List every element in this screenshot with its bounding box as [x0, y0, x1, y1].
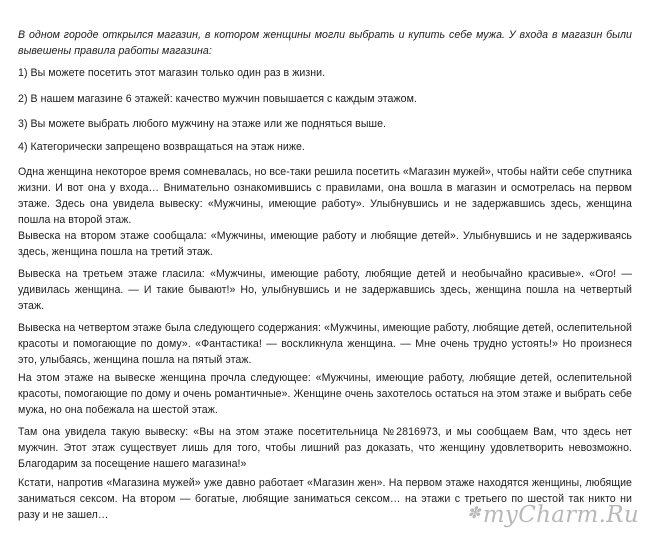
rule-3: 3) Вы можете выбрать любого мужчину на этаже или же подняться выше. [18, 118, 386, 130]
watermark-text: myCharm.Ru [482, 502, 639, 528]
intro-paragraph: В одном городе открылся магазин, в котором женщины могли выбрать и купить себе мужа. У входа в магазин были вывешены правила работы магазина: [18, 29, 632, 57]
story-paragraph-6: Там она увидела такую вывеску: «Вы на этом этаже посетительница №2816973, и мы сообщаем Вам, что здесь нет мужчин. Этот этаж существует лишь для того, чтобы лишний раз доказать, что женщину удовлетворить невозможно. Благодарим за посещение нашего магазина!» [18, 426, 632, 470]
rule-4: 4) Категорически запрещено возвращаться на этаж ниже. [18, 141, 305, 153]
story-paragraph-5: На этом этаже на вывеске женщина прочла следующее: «Мужчины, имеющие работу, любящие детей, ослепительной красоты, помогающие по дому и очень романтичные». Женщине очень захотелось остаться на этом этаже и выбрать себе мужа, но она побежала на шестой этаж. [18, 372, 632, 416]
rule-2: 2) В нашем магазине 6 этажей: качество мужчин повышается с каждым этажом. [18, 93, 417, 105]
watermark-flower-icon: ✽ [467, 503, 481, 522]
story-paragraph-1: Одна женщина некоторое время сомневалась, но все-таки решила посетить «Магазин мужей», чтобы найти себе спутника жизни. И вот она у входа… Внимательно ознакомившись с правилами, она вошла в магазин и осмотрелась на первом этаже. Здесь она увидела вывеску: «Мужчины, имеющие работу». Улыбнувшись и не задержавшись здесь, женщина пошла на второй этаж. [18, 166, 632, 226]
story-paragraph-2: Вывеска на втором этаже сообщала: «Мужчины, имеющие работу и любящие детей». Улыбнувшись и не задерживаясь здесь, женщина пошла на третий этаж. [18, 230, 632, 258]
rule-1: 1) Вы можете посетить этот магазин только один раз в жизни. [18, 67, 326, 79]
story-paragraph-7: Кстати, напротив «Магазина мужей» уже давно работает «Магазин жен». На первом этаже находятся женщины, любящие заниматься сексом. На втором — богатые, любящие заниматься сексом… на этажи с третьего по шестой так никто ни разу и не зашел… [18, 477, 632, 521]
story-paragraph-3: Вывеска на третьем этаже гласила: «Мужчины, имеющие работу, любящие детей и необычайно красивые». «Ого! — удивилась женщина. — И такие бывают!» Но, улыбнувшись и не задержавшись здесь, женщина пошла на четвертый этаж. [18, 268, 632, 312]
watermark [467, 502, 639, 528]
story-paragraph-4: Вывеска на четвертом этаже была следующего содержания: «Мужчины, имеющие работу, любящие детей, ослепительной красоты и помогающие по дому». «Фантастика! — воскликнула женщина. — Мне очень трудно устоять!» Но произнеся это, улыбаясь, женщина пошла на пятый этаж. [18, 322, 632, 366]
